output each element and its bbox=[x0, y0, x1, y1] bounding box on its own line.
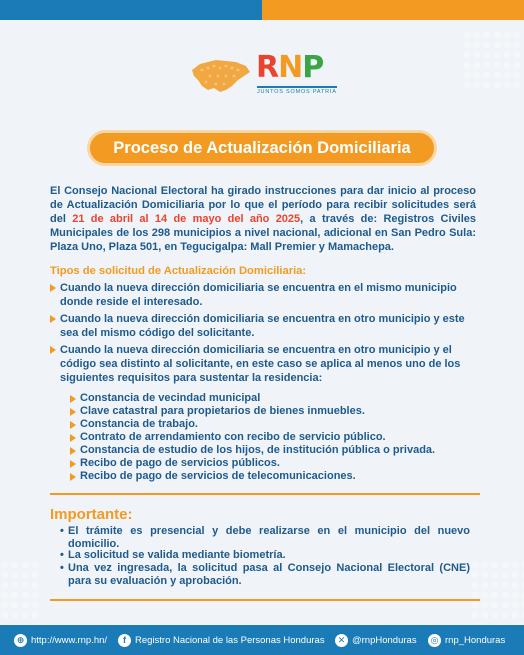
types-list-item bbox=[50, 281, 480, 309]
intro-dates-highlight: 21 de abril al 14 de mayo del año 2025 bbox=[72, 213, 301, 225]
requirement-item bbox=[70, 444, 490, 457]
triangle-bullet-icon bbox=[70, 434, 76, 442]
requirement-item bbox=[70, 418, 490, 431]
types-item-text: Cuando la nueva dirección domiciliaria se encuentra en otro municipio y el código sea distinto al solicitante, en este caso se aplica al menos uno de los siguientes requisitos para sustentar la residencia: bbox=[60, 344, 461, 384]
requirement-text: Constancia de estudio de los hijos, de institución pública o privada. bbox=[80, 444, 436, 456]
requirement-item bbox=[70, 470, 490, 483]
important-item bbox=[60, 549, 470, 562]
intro-text-part1: El Consejo Nacional Electoral ha girado instrucciones para dar inicio al proceso de Actualización Domiciliaria por lo que el período para recibir solicitudes será del bbox=[50, 185, 476, 225]
instagram-icon: ◎ bbox=[428, 634, 441, 647]
logo-letter-n: N bbox=[278, 50, 303, 85]
footer-instagram-link[interactable] bbox=[428, 633, 505, 647]
triangle-bullet-icon bbox=[70, 460, 76, 468]
bullet-dot-icon: • bbox=[60, 549, 64, 561]
logo-letter-p: P bbox=[302, 50, 324, 85]
triangle-bullet-icon bbox=[50, 315, 56, 323]
triangle-bullet-icon bbox=[70, 395, 76, 403]
rnp-logo bbox=[190, 52, 340, 104]
section-divider bbox=[50, 599, 480, 601]
page-title: Proceso de Actualización Domiciliaria bbox=[113, 138, 411, 157]
footer-instagram-text: rnp_Honduras bbox=[445, 634, 506, 646]
triangle-bullet-icon bbox=[70, 408, 76, 416]
important-item-text: El trámite es presencial y debe realizarse en el municipio del nuevo domicilio. bbox=[68, 525, 470, 550]
footer-website-text: http://www.rnp.hn/ bbox=[31, 634, 108, 646]
footer-bar bbox=[0, 625, 524, 655]
footer-facebook-text: Registro Nacional de las Personas Honduras bbox=[135, 634, 325, 646]
top-accent-bar bbox=[0, 0, 524, 20]
triangle-bullet-icon bbox=[50, 284, 56, 292]
rnp-wordmark bbox=[256, 52, 323, 84]
types-item-text: Cuando la nueva dirección domiciliaria se encuentra en otro municipio y este sea del mismo código del solicitante. bbox=[60, 313, 465, 339]
important-item-text: Una vez ingresada, la solicitud pasa al Consejo Nacional Electoral (CNE) para su evaluación y aprobación. bbox=[68, 562, 470, 587]
bullet-dot-icon: • bbox=[60, 525, 64, 537]
requirement-item bbox=[70, 431, 490, 444]
types-item-text: Cuando la nueva dirección domiciliaria se encuentra en el mismo municipio donde reside el interesado. bbox=[60, 282, 457, 308]
requirement-text: Clave catastral para propietarios de bienes inmuebles. bbox=[80, 405, 365, 417]
important-item bbox=[60, 525, 470, 551]
triangle-bullet-icon bbox=[70, 447, 76, 455]
logo-letter-r: R bbox=[256, 50, 279, 85]
bullet-dot-icon: • bbox=[60, 562, 64, 574]
dot-pattern-decoration bbox=[0, 560, 40, 620]
footer-twitter-link[interactable] bbox=[335, 633, 417, 647]
requirement-text: Recibo de pago de servicios públicos. bbox=[80, 457, 280, 469]
intro-paragraph bbox=[50, 184, 476, 254]
requirement-text: Constancia de trabajo. bbox=[80, 418, 198, 430]
important-item-text: La solicitud se valida mediante biometría. bbox=[68, 549, 286, 561]
important-heading: Importante: bbox=[50, 506, 133, 523]
logo-underline bbox=[257, 86, 337, 88]
requirement-item bbox=[70, 457, 490, 470]
types-heading: Tipos de solicitud de Actualización Domiciliaria: bbox=[50, 265, 307, 277]
honduras-map-icon bbox=[190, 56, 252, 96]
twitter-icon: ✕ bbox=[335, 634, 348, 647]
requirement-item bbox=[70, 392, 490, 405]
triangle-bullet-icon bbox=[70, 473, 76, 481]
globe-icon: ⊕ bbox=[14, 634, 27, 647]
title-banner bbox=[87, 130, 437, 166]
requirement-text: Constancia de vecindad municipal bbox=[80, 392, 261, 404]
important-item bbox=[60, 562, 470, 588]
logo-tagline: JUNTOS SOMOS PATRIA bbox=[257, 89, 337, 95]
types-list-item bbox=[50, 343, 480, 385]
footer-twitter-text: @rnpHonduras bbox=[352, 634, 417, 646]
requirement-item bbox=[70, 405, 490, 418]
intro-text-part2: , a través de: Registros Civiles Municipales de los 298 municipios a nivel nacional, adicional en San Pedro Sula: Plaza Uno, Plaza 501, en Tegucigalpa: Mall Premier y Mamachepa. bbox=[50, 213, 476, 253]
triangle-bullet-icon bbox=[50, 346, 56, 354]
footer-website-link[interactable] bbox=[14, 633, 107, 647]
footer-facebook-link[interactable] bbox=[118, 633, 325, 647]
facebook-icon: f bbox=[118, 634, 131, 647]
top-bar-orange-segment bbox=[262, 0, 524, 20]
requirement-text: Contrato de arrendamiento con recibo de servicio público. bbox=[80, 431, 386, 443]
requirement-text: Recibo de pago de servicios de telecomunicaciones. bbox=[80, 470, 356, 482]
dot-pattern-decoration bbox=[470, 560, 524, 620]
dot-pattern-decoration bbox=[462, 30, 522, 90]
triangle-bullet-icon bbox=[70, 421, 76, 429]
top-bar-blue-segment bbox=[0, 0, 262, 20]
section-divider bbox=[50, 493, 480, 495]
types-list-item bbox=[50, 312, 480, 340]
